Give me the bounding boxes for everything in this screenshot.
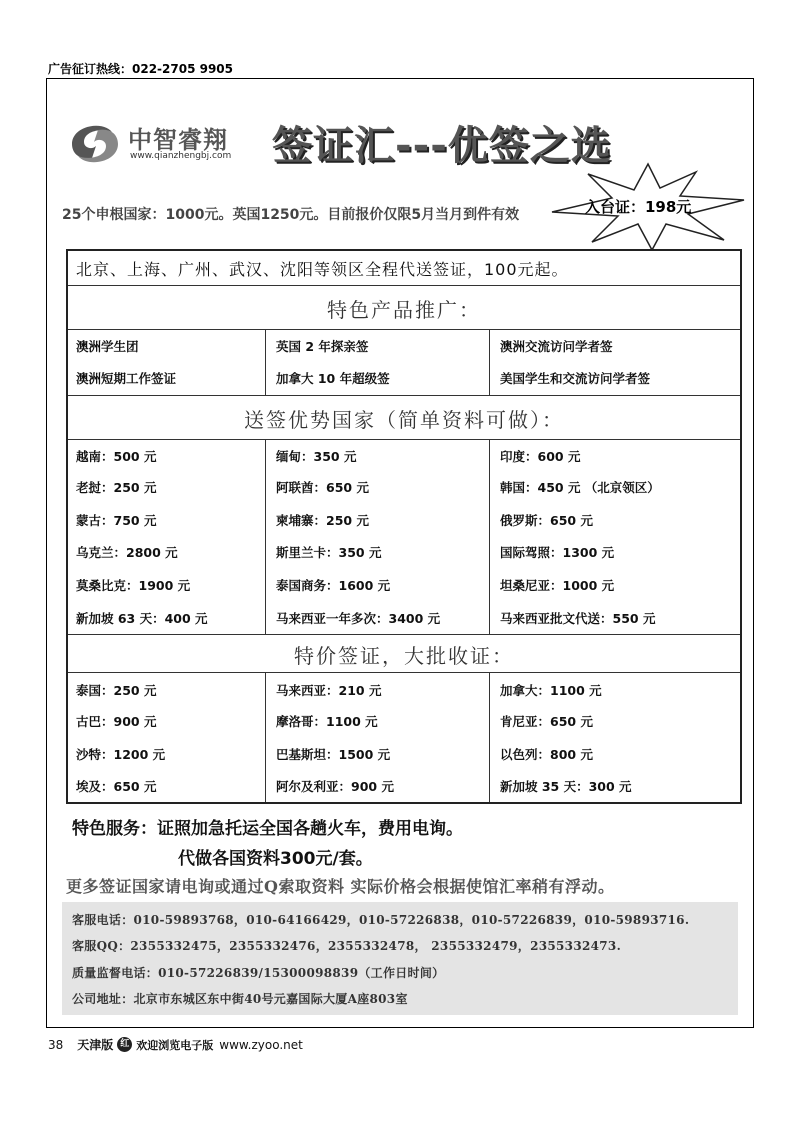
table-cell: 老挝：250 元 (68, 471, 266, 503)
logo-url[interactable]: www.qianzhengbj.com (130, 151, 232, 161)
contact-panel (62, 902, 738, 1015)
table-cell: 柬埔寨：250 元 (266, 503, 490, 536)
table-cell: 澳洲交流访问学者签 (500, 339, 613, 354)
table-cell: 以色列：800 元 (500, 746, 593, 762)
table-cell: 马来西亚：210 元 (266, 673, 490, 706)
table-cell: 澳洲短期工作签证 (68, 361, 266, 395)
table-row (68, 568, 740, 601)
featured-heading: 特色产品推广： (327, 297, 481, 322)
table-row (68, 601, 740, 634)
table-row (68, 361, 740, 395)
table-cell: 泰国：250 元 (68, 673, 266, 706)
table-cell: 摩洛哥：1100 元 (266, 705, 490, 737)
table-cell: 坦桑尼亚：1000 元 (500, 577, 615, 593)
table-row (68, 672, 740, 706)
table-cell: 埃及：650 元 (68, 770, 266, 802)
discount-heading: 特价签证，大批收证： (294, 643, 514, 668)
table-cell: 肯尼亚：650 元 (500, 714, 593, 729)
featured-heading-row (68, 285, 740, 330)
table-cell: 马来西亚一年多次：3400 元 (266, 601, 490, 634)
page-footer (48, 1036, 303, 1053)
headline: 签证汇---优签之选 (272, 123, 612, 169)
table-cell: 国际驾照：1300 元 (500, 545, 615, 560)
phone-line: 客服电话：010-59893768，010-64166429，010-57226838，010-57226839，010-59893716. (72, 913, 690, 927)
advantage-heading: 送签优势国家（简单资料可做）： (244, 407, 564, 432)
logo-name: 中智睿翔 (128, 126, 228, 154)
more-info: 更多签证国家请电询或通过Q索取资料 实际价格会根据使馆汇率稍有浮动。 (66, 877, 615, 896)
welcome-text: 欢迎浏览电子版 (136, 1038, 214, 1052)
table-cell: 澳洲学生团 (68, 330, 266, 362)
page-number: 38 (48, 1037, 64, 1052)
logo-swirl-icon (62, 118, 128, 170)
ad-hotline: 广告征订热线：022-2705 9905 (48, 62, 234, 76)
advantage-heading-row (68, 395, 740, 440)
table-cell: 巴基斯坦：1500 元 (266, 737, 490, 770)
document-service-line: 代做各国资料300元/套。 (178, 849, 373, 869)
table-cell: 俄罗斯：650 元 (500, 512, 593, 528)
table-cell: 越南：500 元 (68, 440, 266, 472)
table-row (68, 439, 740, 472)
table-cell: 新加坡 63 天：400 元 (68, 601, 266, 634)
table-cell: 蒙古：750 元 (68, 503, 266, 536)
promo-banner: 25个申根国家：1000元。英国1250元。目前报价仅限5月当月到件有效 (62, 207, 520, 223)
address-line: 公司地址：北京市东城区东中街40号元嘉国际大厦A座803室 (72, 992, 408, 1006)
table-cell: 美国学生和交流访问学者签 (500, 371, 651, 386)
intro-row (68, 251, 740, 285)
table-row (68, 770, 740, 802)
table-cell: 阿尔及利亚：900 元 (266, 770, 490, 802)
discount-heading-row (68, 634, 740, 673)
table-cell: 泰国商务：1600 元 (266, 568, 490, 601)
footer-url[interactable]: www.zyoo.net (219, 1037, 303, 1052)
price-table (66, 249, 742, 804)
table-row (68, 536, 740, 568)
edition-label: 天津版 (77, 1038, 114, 1052)
supervision-line: 质量监督电话：010-57226839/15300098839（工作日时间） (72, 966, 445, 980)
table-cell: 韩国：450 元 （北京领区） (500, 480, 660, 495)
company-logo (62, 118, 262, 170)
qq-line: 客服QQ：2355332475，2355332476，2355332478， 2355332479，2355332473. (72, 939, 622, 953)
table-row (68, 329, 740, 362)
table-cell: 英国 2 年探亲签 (266, 330, 490, 362)
table-row (68, 503, 740, 536)
table-row (68, 737, 740, 770)
table-row (68, 471, 740, 503)
table-cell: 马来西亚批文代送：550 元 (500, 610, 656, 626)
table-cell: 加拿大 10 年超级签 (266, 361, 490, 395)
table-cell: 缅甸：350 元 (266, 440, 490, 472)
table-cell: 乌克兰：2800 元 (68, 536, 266, 568)
special-service-line: 特色服务：证照加急托运全国各趟火车，费用电询。 (72, 819, 463, 839)
table-cell: 沙特：1200 元 (68, 737, 266, 770)
table-cell: 加拿大：1100 元 (500, 682, 602, 698)
table-row (68, 705, 740, 737)
taiwan-permit-price: 入台证：198元 (585, 198, 692, 216)
table-cell: 斯里兰卡：350 元 (266, 536, 490, 568)
table-cell: 印度：600 元 (500, 449, 581, 464)
table-cell: 莫桑比克：1900 元 (68, 568, 266, 601)
table-cell: 阿联酋：650 元 (266, 471, 490, 503)
table-cell: 新加坡 35 天：300 元 (500, 779, 632, 794)
table-cell: 古巴：900 元 (68, 705, 266, 737)
brand-badge-icon: 红 (117, 1037, 132, 1052)
intro-text: 北京、上海、广州、武汉、沈阳等领区全程代送签证，100元起。 (76, 259, 569, 279)
